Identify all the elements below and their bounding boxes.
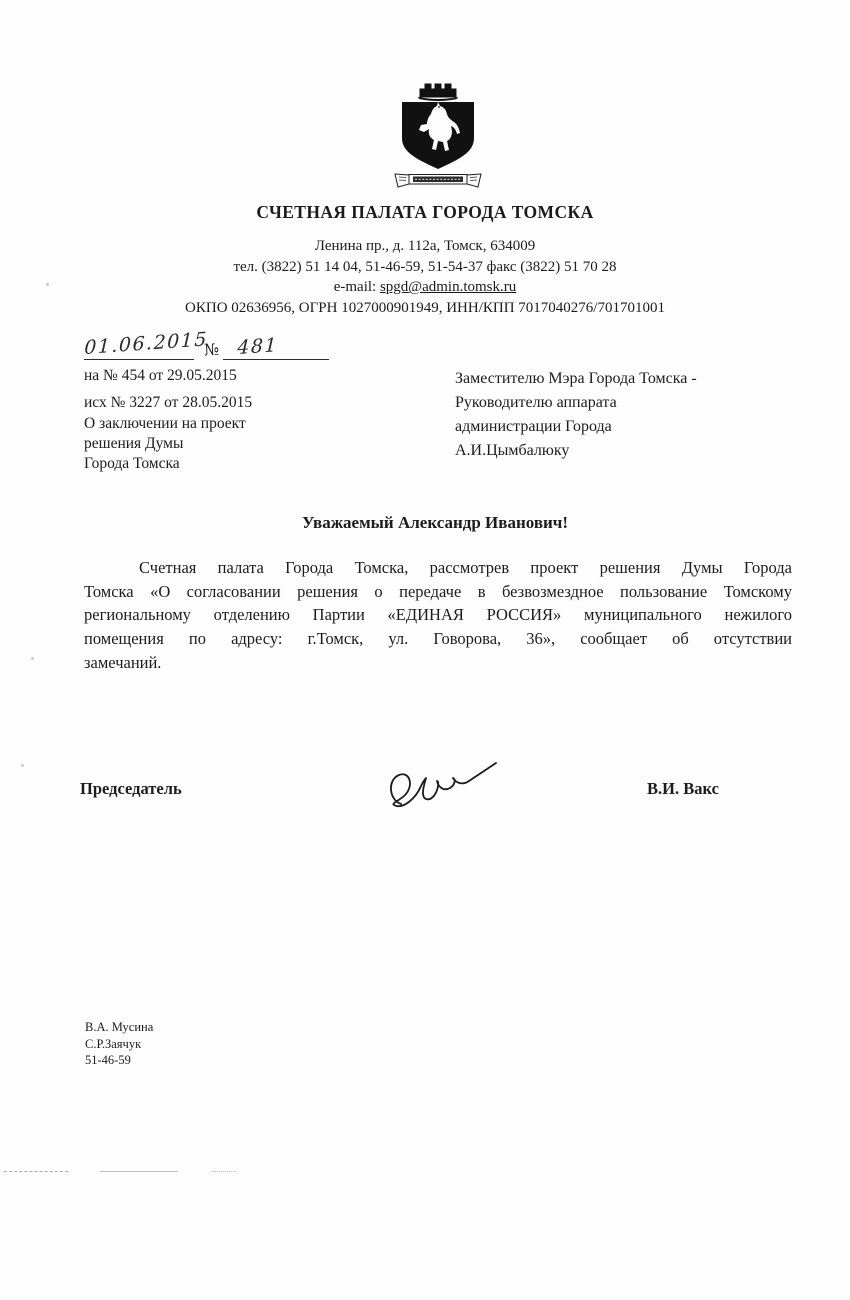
email-address: spgd@admin.tomsk.ru xyxy=(379,279,517,296)
scan-artifact-line xyxy=(100,1171,178,1172)
body-line: Томска «О согласовании решения о передаче в безвозмездное пользование Томскому xyxy=(84,581,792,601)
email-label: e-mail: xyxy=(333,279,380,296)
scan-artifact-line xyxy=(4,1171,68,1172)
org-name: СЧЕТНАЯ ПАЛАТА ГОРОДА ТОМСКА xyxy=(256,202,594,222)
subject-line: Города Томска xyxy=(84,455,180,472)
letter-body xyxy=(84,556,792,675)
outgoing-reference: исх № 3227 от 28.05.2015 xyxy=(84,394,253,411)
org-address: Ленина пр., д. 112а, Томск, 634009 xyxy=(314,238,536,254)
scan-artifact-line xyxy=(212,1171,236,1172)
outgoing-date-number-row xyxy=(84,330,329,360)
number-sign: № xyxy=(203,339,220,360)
subject-line: О заключении на проект xyxy=(84,415,246,432)
salutation: Уважаемый Александр Иванович! xyxy=(301,513,569,532)
recipient-line: А.И.Цымбалюку xyxy=(455,442,570,459)
date-line xyxy=(84,328,209,360)
executor-phone: 51-46-59 xyxy=(85,1053,131,1067)
body-line: региональному отделению Партии «ЕДИНАЯ РОССИЯ» муниципального нежилого xyxy=(84,605,792,625)
executor-block xyxy=(85,1019,153,1069)
signer-name: В.И. Вакс xyxy=(647,779,719,798)
letterhead-contacts xyxy=(0,236,850,318)
recipient-block xyxy=(455,367,697,463)
handwritten-signature xyxy=(381,752,499,814)
subject-block xyxy=(84,414,246,474)
number-line xyxy=(223,334,329,360)
reference-block xyxy=(84,330,329,414)
recipient-line: Руководителю аппарата xyxy=(455,394,617,411)
recipient-line: Заместителю Мэра Города Томска - xyxy=(455,370,697,387)
org-email-line xyxy=(0,277,850,298)
handwritten-date: 01.06.2015 xyxy=(84,328,209,359)
crown-icon xyxy=(420,84,456,97)
signer-title: Председатель xyxy=(80,779,182,798)
recipient-line: администрации Города xyxy=(455,418,612,435)
subject-line: решения Думы xyxy=(84,435,184,452)
tomsk-coat-of-arms xyxy=(393,82,483,188)
executor-name: С.Р.Заячук xyxy=(85,1036,142,1051)
body-line: замечаний. xyxy=(84,652,162,672)
body-line: помещения по адресу: г.Томск, ул. Говорова, 36», сообщает об отсутствии xyxy=(84,629,792,649)
body-line: Счетная палата Города Томска, рассмотрев проект решения Думы Города xyxy=(139,558,792,577)
org-registry-codes: ОКПО 02636956, ОГРН 1027000901949, ИНН/КПП 7017040276/701701001 xyxy=(185,299,665,316)
ribbon-banner xyxy=(395,174,481,187)
scan-speck xyxy=(46,283,49,286)
scan-speck xyxy=(31,657,34,660)
org-phone-fax: тел. (3822) 51 14 04, 51-46-59, 51-54-37 факс (3822) 51 70 28 xyxy=(233,258,617,275)
executor-name: В.А. Мусина xyxy=(85,1020,154,1034)
scan-speck xyxy=(21,764,24,767)
in-reply-reference: на № 454 от 29.05.2015 xyxy=(84,367,237,384)
handwritten-number: 481 xyxy=(237,334,279,359)
